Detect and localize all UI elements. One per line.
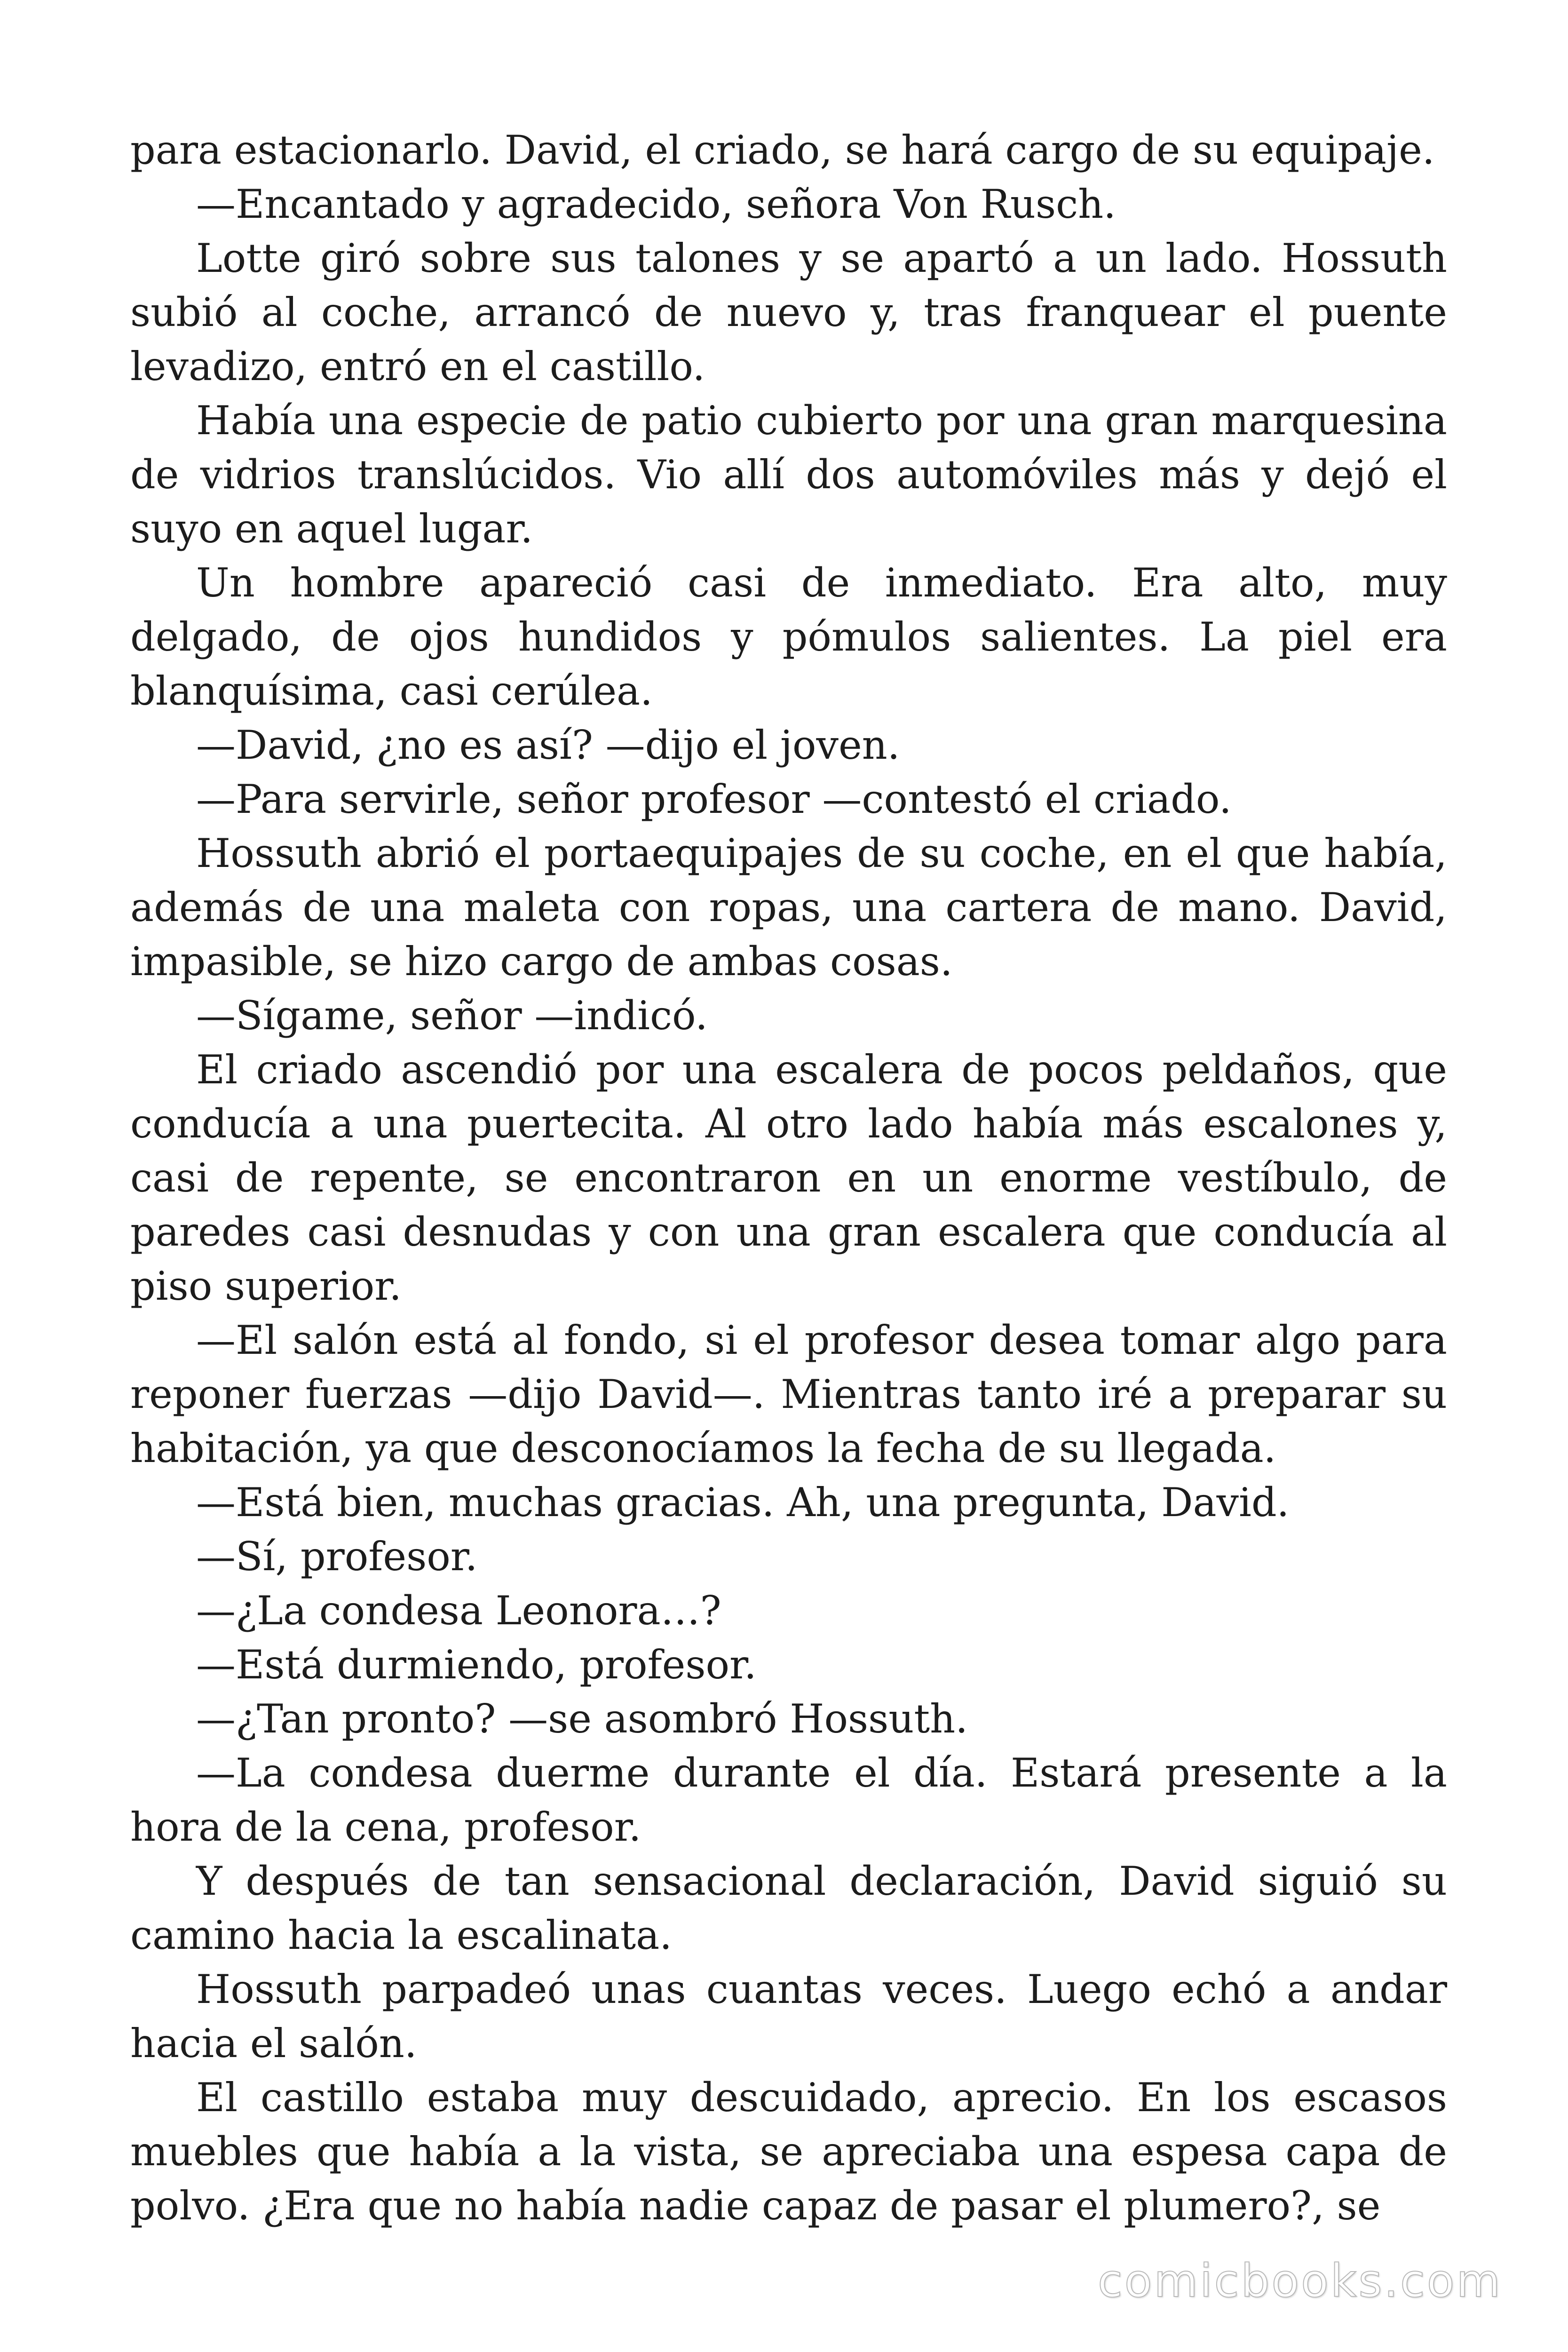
paragraph: —¿Tan pronto? —se asombró Hossuth.	[196, 1696, 968, 1742]
paragraph: Hossuth parpadeó unas cuantas veces. Luego echó a andar hacia el salón.	[130, 1966, 1447, 2066]
watermark: comicbooks.com	[1097, 2255, 1502, 2307]
paragraph: —Sí, profesor.	[196, 1534, 478, 1580]
paragraph: —El salón está al fondo, si el profesor desea tomar algo para reponer fuerzas —dijo David—. Mientras tanto iré a preparar su habitación, ya que desconocíamos la fecha de su llegada.	[130, 1317, 1447, 1471]
paragraph: —Encantado y agradecido, señora Von Rusch.	[196, 181, 1116, 227]
paragraph: —La condesa duerme durante el día. Estará presente a la hora de la cena, profesor.	[130, 1750, 1447, 1850]
paragraph: El castillo estaba muy descuidado, aprecio. En los escasos muebles que había a la vista, se apreciaba una espesa capa de polvo. ¿Era que no había nadie capaz de pasar el plumero?, se	[130, 2074, 1447, 2229]
paragraph: Un hombre apareció casi de inmediato. Era alto, muy delgado, de ojos hundidos y pómulos salientes. La piel era blanquísima, casi cerúlea.	[130, 560, 1447, 714]
paragraph: —David, ¿no es así? —dijo el joven.	[196, 722, 900, 768]
paragraph: Había una especie de patio cubierto por una gran marquesina de vidrios translúcidos. Vio allí dos automóviles más y dejó el suyo en aquel lugar.	[130, 397, 1447, 552]
paragraph: —Está durmiendo, profesor.	[196, 1642, 757, 1688]
paragraph: para estacionarlo. David, el criado, se hará cargo de su equipaje.	[130, 127, 1435, 173]
paragraph: —¿La condesa Leonora…?	[196, 1588, 721, 1634]
paragraph: —Para servirle, señor profesor —contestó el criado.	[196, 776, 1232, 822]
page-body	[130, 123, 1447, 2233]
paragraph: —Está bien, muchas gracias. Ah, una pregunta, David.	[196, 1479, 1290, 1526]
paragraph: —Sígame, señor —indicó.	[196, 993, 708, 1039]
paragraph: Lotte giró sobre sus talones y se apartó a un lado. Hossuth subió al coche, arrancó de nuevo y, tras franquear el puente levadizo, entró en el castillo.	[130, 235, 1447, 389]
paragraph: Y después de tan sensacional declaración, David siguió su camino hacia la escalinata.	[130, 1858, 1447, 1958]
paragraph: El criado ascendió por una escalera de pocos peldaños, que conducía a una puertecita. Al otro lado había más escalones y, casi de repente, se encontraron en un enorme vestíbulo, de paredes casi desnudas y con una gran escalera que conducía al piso superior.	[130, 1047, 1447, 1309]
paragraph: Hossuth abrió el portaequipajes de su coche, en el que había, además de una maleta con ropas, una cartera de mano. David, impasible, se hizo cargo de ambas cosas.	[130, 830, 1447, 985]
